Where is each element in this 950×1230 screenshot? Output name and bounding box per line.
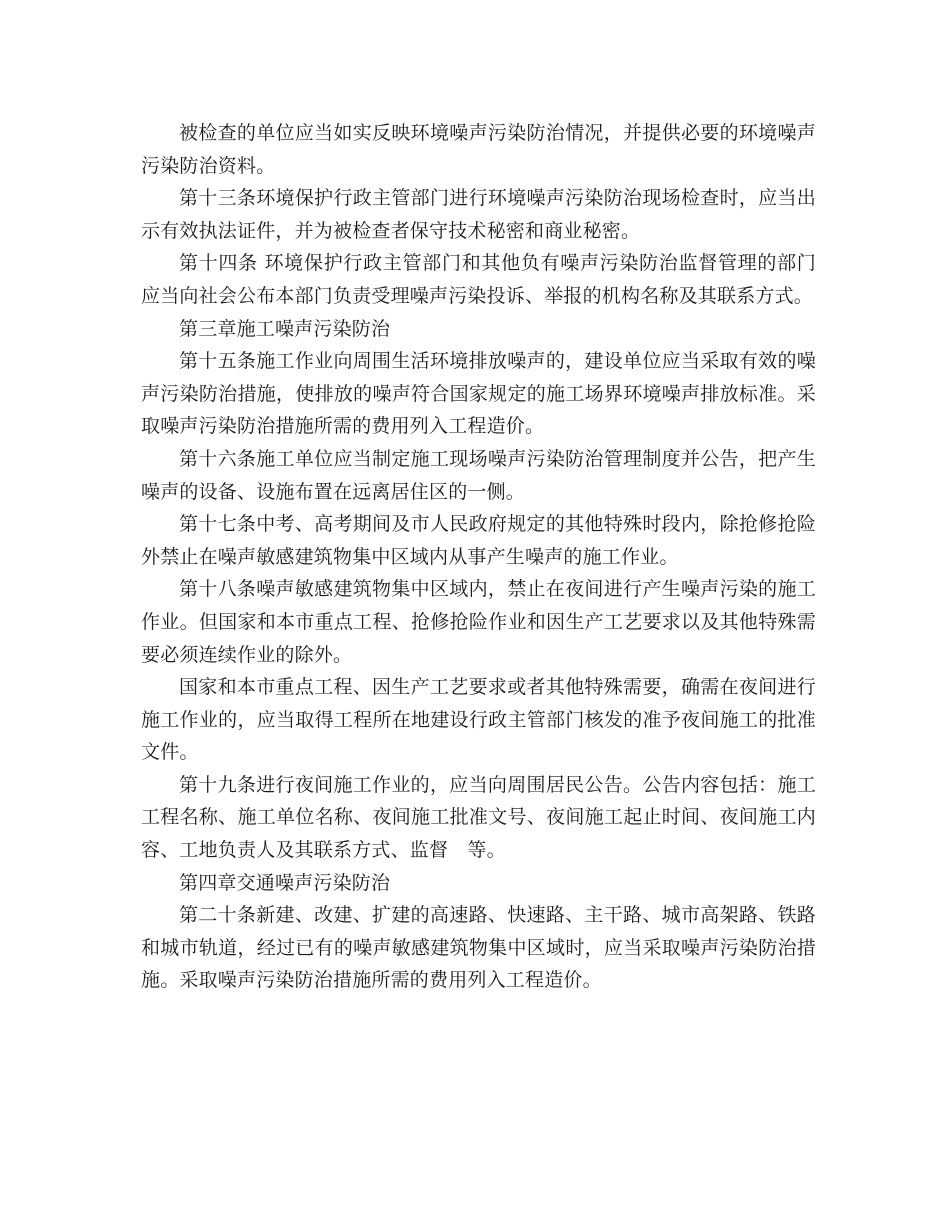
chapter-3-heading: 第三章施工噪声污染防治	[179, 317, 391, 340]
paragraph-article-20: 第二十条新建、改建、扩建的高速路、快速路、主干路、城市高架路、铁路和城市轨道，经过已有的噪声敏感建筑物集中区域时，应当采取噪声污染防治措施。采取噪声污染防治措施所需的费用列入工程造价。	[141, 904, 816, 992]
paragraph-inspected-unit: 被检查的单位应当如实反映环境噪声污染防治情况，并提供必要的环境噪声污染防治资料。	[141, 122, 816, 177]
paragraph-article-19: 第十九条进行夜间施工作业的，应当向周围居民公告。公告内容包括：施工工程名称、施工单位名称、夜间施工批准文号、夜间施工起止时间、夜间施工内容、工地负责人及其联系方式、监督 等。	[141, 773, 816, 862]
chapter-4-heading: 第四章交通噪声污染防治	[179, 871, 391, 894]
document-body	[141, 117, 816, 997]
paragraph-article-17: 第十七条中考、高考期间及市人民政府规定的其他特殊时段内，除抢修抢险外禁止在噪声敏感建筑物集中区域内从事产生噪声的施工作业。	[141, 513, 816, 568]
paragraph-article-14: 第十四条 环境保护行政主管部门和其他负有噪声污染防治监督管理的部门应当向社会公布本部门负责受理噪声污染投诉、举报的机构名称及其联系方式。	[141, 252, 816, 307]
paragraph-article-16: 第十六条施工单位应当制定施工现场噪声污染防治管理制度并公告，把产生噪声的设备、设施布置在远离居住区的一侧。	[141, 447, 816, 503]
paragraph-night-construction: 国家和本市重点工程、因生产工艺要求或者其他特殊需要，确需在夜间进行施工作业的，应当取得工程所在地建设行政主管部门核发的准予夜间施工的批准文件。	[141, 676, 816, 764]
paragraph-article-18: 第十八条噪声敏感建筑物集中区域内，禁止在夜间进行产生噪声污染的施工作业。但国家和本市重点工程、抢修抢险作业和因生产工艺要求以及其他特殊需要必须连续作业的除外。	[141, 578, 816, 666]
paragraph-article-15: 第十五条施工作业向周围生活环境排放噪声的，建设单位应当采取有效的噪声污染防治措施，使排放的噪声符合国家规定的施工场界环境噪声排放标准。采取噪声污染防治措施所需的费用列入工程造价。	[141, 350, 816, 438]
paragraph-article-13: 第十三条环境保护行政主管部门进行环境噪声污染防治现场检查时，应当出示有效执法证件，并为被检查者保守技术秘密和商业秘密。	[141, 187, 816, 242]
